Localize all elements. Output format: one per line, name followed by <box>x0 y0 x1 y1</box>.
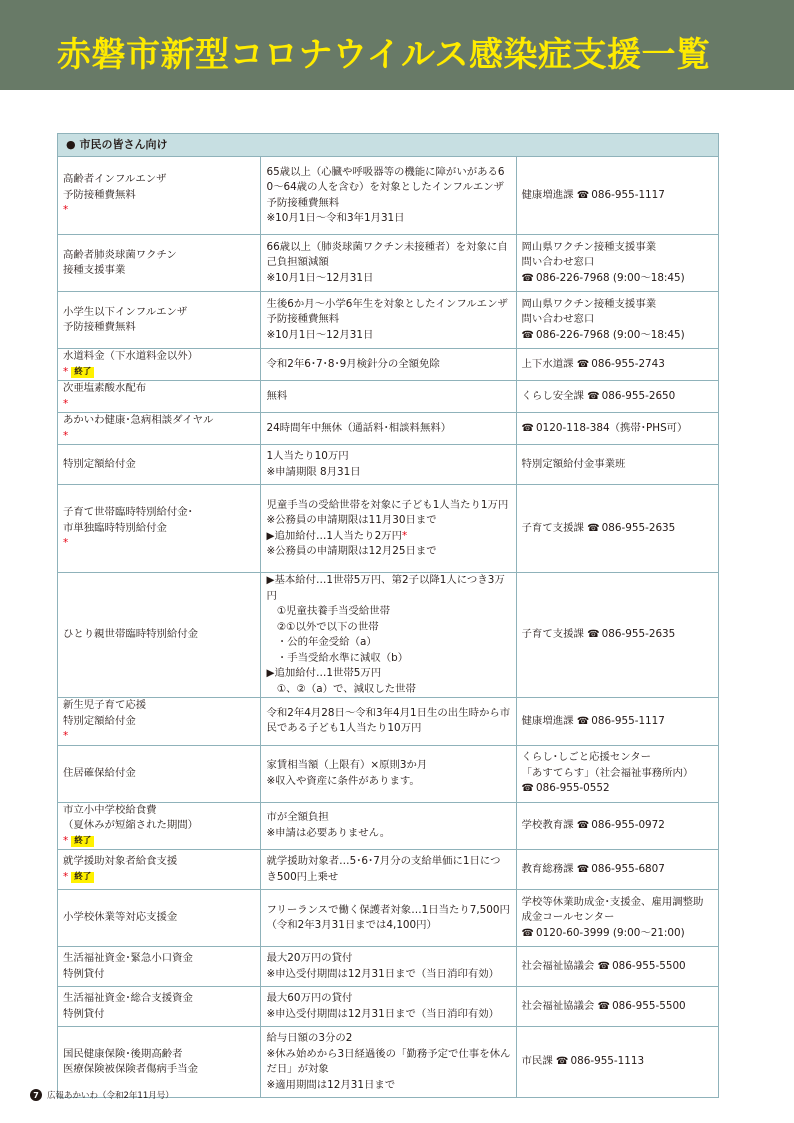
contact-dept: 市民課 <box>521 1055 557 1068</box>
contact-line <box>522 926 713 942</box>
phone-number: 086-955-2635 <box>601 521 676 534</box>
contact-dept: 問い合わせ窓口 <box>521 313 595 326</box>
support-name-line-wrap <box>63 714 255 745</box>
support-detail-line <box>266 544 510 560</box>
support-name-line-wrap <box>63 349 255 380</box>
support-detail-text: 最大20万円の貸付 <box>266 952 353 964</box>
contact-cell <box>516 698 718 746</box>
support-detail-text: 家賃相当額（上限有）×原則3か月 <box>266 759 428 771</box>
phone-icon: ☎ <box>597 960 611 972</box>
support-detail-line <box>266 1047 510 1078</box>
support-detail-text: ※公務員の申請期限は12月25日まで <box>266 545 437 557</box>
support-name-line-wrap <box>63 521 255 552</box>
support-table <box>57 133 719 1098</box>
table-row <box>58 890 719 947</box>
contact-dept: 問い合わせ窓口 <box>521 256 595 269</box>
support-detail-text: 65歳以上（心臓や呼吸器等の機能に障がいがある60〜64歳の人を含む）を対象としたインフルエンザ予防接種費無料 <box>266 165 505 209</box>
table-row <box>58 745 719 802</box>
bullet-icon: ● <box>66 138 76 152</box>
table-row <box>58 850 719 890</box>
contact-cell <box>516 349 718 381</box>
phone-icon: ☎ <box>576 189 590 201</box>
contact-cell <box>516 802 718 850</box>
support-name-line: 生活福祉資金･緊急小口資金 <box>63 952 193 964</box>
contact-dept: 「あすてらす」（社会福祉事務所内） <box>521 766 694 779</box>
ended-badge: 終了 <box>71 872 94 883</box>
contact-line <box>522 959 713 975</box>
support-details-cell <box>261 292 516 349</box>
table-row <box>58 235 719 292</box>
phone-icon: ☎ <box>587 390 600 402</box>
ended-badge: 終了 <box>71 367 94 378</box>
support-detail-line <box>266 389 510 405</box>
support-name-line: 予防接種費無料 <box>63 188 136 201</box>
contact-line <box>522 240 713 256</box>
support-detail-text: 最大60万円の貸付 <box>266 992 353 1004</box>
contact-cell <box>516 987 718 1027</box>
support-detail-text: ※申請は必要ありません。 <box>266 826 391 839</box>
contact-line <box>522 457 713 473</box>
phone-icon: ☎ <box>521 329 535 341</box>
support-details-cell <box>261 573 516 698</box>
support-detail-text: 令和2年4月28日〜令和3年4月1日生の出生時から市民である子ども1人当たり10万円 <box>266 706 511 735</box>
asterisk-mark: * <box>63 429 69 442</box>
contact-dept: くらし･しごと応援センター <box>521 751 652 764</box>
support-name-line: 特別定額給付金 <box>63 714 136 727</box>
support-details-cell <box>261 413 516 445</box>
contact-line <box>522 766 713 782</box>
support-detail-text: ※公務員の申請期限は11月30日まで <box>266 514 437 526</box>
contact-dept: 子育て支援課 <box>521 628 588 641</box>
table-row <box>58 573 719 698</box>
page-number: 7 <box>30 1089 42 1101</box>
support-details-cell <box>261 381 516 413</box>
support-detail-text: ※適用期間は12月31日まで <box>266 1078 396 1091</box>
support-name-cell <box>58 485 261 573</box>
support-detail-text: ※申込受付期間は12月31日まで（当日消印有効） <box>266 1007 500 1020</box>
support-name-line: 特別定額給付金 <box>63 457 136 470</box>
support-details-cell <box>261 745 516 802</box>
support-name-line: 就学援助対象者給食支援 <box>63 855 178 867</box>
support-name-line: 子育て世帯臨時特別給付金･ <box>63 506 193 519</box>
support-detail-line <box>266 991 510 1007</box>
support-detail-line <box>266 498 510 514</box>
phone-icon: ☎ <box>576 715 590 727</box>
phone-number: 086-226-7968 (9:00〜18:45) <box>536 271 685 284</box>
support-detail-text: ・公的年金受給（a） <box>266 636 377 648</box>
table-row <box>58 292 719 349</box>
support-detail-text: ※10月1日〜12月31日 <box>266 328 374 341</box>
support-name-line: 高齢者肺炎球菌ワクチン <box>63 248 177 261</box>
table-row <box>58 381 719 413</box>
support-details-cell <box>261 850 516 890</box>
support-detail-line <box>266 774 510 790</box>
phone-number: 086-955-0552 <box>536 782 610 795</box>
contact-line <box>522 627 713 643</box>
support-detail-line <box>266 449 510 465</box>
support-name-cell <box>58 890 261 947</box>
contact-line <box>522 781 713 797</box>
support-detail-text: ※収入や資産に条件があります。 <box>266 774 420 787</box>
support-detail-text: 令和2年6･7･8･9月検針分の全額免除 <box>266 357 440 370</box>
phone-number: 0120-60-3999 (9:00〜21:00) <box>536 926 685 939</box>
support-detail-line <box>266 465 510 481</box>
support-detail-text: 無料 <box>266 389 288 402</box>
support-name-line: ひとり親世帯臨時特別給付金 <box>63 628 199 641</box>
support-detail-text: ・手当受給水準に減収（b） <box>266 651 409 664</box>
contact-dept: 社会福祉協議会 <box>521 999 598 1012</box>
phone-icon: ☎ <box>521 927 535 939</box>
support-name-line: 医療保険被保険者傷病手当金 <box>63 1063 199 1075</box>
contact-line <box>522 1054 713 1070</box>
phone-icon: ☎ <box>556 1056 569 1068</box>
contact-line <box>522 421 713 437</box>
contact-dept: 上下水道課 <box>521 357 577 370</box>
support-detail-text: 給与日額の3分の2 <box>266 1032 353 1044</box>
contact-line <box>522 521 713 537</box>
support-detail-line <box>266 604 510 620</box>
publication-name: 広報あかいわ（令和2年11月号） <box>47 1091 174 1101</box>
support-detail-line <box>266 1078 510 1094</box>
support-detail-line <box>266 951 510 967</box>
support-name-line: あかいわ健康･急病相談ダイヤル <box>63 414 214 426</box>
support-name-line: 生活福祉資金･総合支援資金 <box>63 992 193 1004</box>
support-detail-line <box>266 211 510 227</box>
contact-line <box>522 389 713 405</box>
support-detail-text: ※10月1日〜12月31日 <box>266 271 374 284</box>
support-details-cell <box>261 1027 516 1098</box>
ended-badge: 終了 <box>71 836 94 847</box>
contact-cell <box>516 947 718 987</box>
support-detail-line <box>266 297 510 328</box>
support-name-line: 特例貸付 <box>63 967 105 980</box>
phone-number: 086-955-2650 <box>601 389 676 402</box>
support-name-line: 接種支援事業 <box>63 264 126 276</box>
table-row <box>58 157 719 235</box>
support-name-cell <box>58 413 261 445</box>
support-detail-line <box>266 854 510 885</box>
support-detail-line <box>266 240 510 271</box>
support-detail-line <box>266 682 510 698</box>
support-detail-text: ▶基本給付…1世帯5万円、第2子以降1人につき3万円 <box>266 574 505 602</box>
support-detail-line <box>266 903 510 934</box>
asterisk-mark: * <box>63 730 69 742</box>
phone-icon: ☎ <box>576 820 590 831</box>
contact-line <box>522 188 713 204</box>
support-detail-text: ①、②（a）で、減収した世帯 <box>266 682 416 695</box>
support-detail-line <box>266 328 510 344</box>
phone-number: 086-955-2743 <box>591 357 665 370</box>
phone-icon: ☎ <box>587 522 600 534</box>
support-detail-text: 児童手当の受給世帯を対象に子ども1人当たり1万円 <box>266 498 509 511</box>
support-detail-text: 24時間年中無休（通話料･相談料無料） <box>266 421 452 434</box>
contact-cell <box>516 850 718 890</box>
table-row <box>58 349 719 381</box>
support-name-cell <box>58 745 261 802</box>
support-detail-line <box>266 810 510 826</box>
asterisk-mark: * <box>63 870 69 883</box>
contact-line <box>522 312 713 328</box>
contact-dept: くらし安全課 <box>521 389 588 402</box>
contact-line <box>522 862 713 878</box>
contact-cell <box>516 381 718 413</box>
support-name-line-wrap <box>63 188 255 219</box>
contact-line <box>522 255 713 271</box>
page-title: 赤磐市新型コロナウイルス感染症支援一覧 <box>57 35 711 75</box>
support-detail-line <box>266 967 510 983</box>
table-row <box>58 802 719 850</box>
contact-cell <box>516 1027 718 1098</box>
phone-number: 086-955-5500 <box>612 959 686 972</box>
contact-line <box>522 818 713 834</box>
header-banner <box>0 0 794 90</box>
support-detail-line <box>266 706 510 737</box>
contact-line <box>522 297 713 313</box>
support-name-line: 高齢者インフルエンザ <box>63 173 167 186</box>
contact-cell <box>516 890 718 947</box>
contact-cell <box>516 157 718 235</box>
phone-number: 086-955-2635 <box>601 628 676 641</box>
support-name-cell <box>58 381 261 413</box>
asterisk-mark: * <box>401 529 408 542</box>
support-detail-text: ※休み始めから3日経過後の「勤務予定で仕事を休んだ日」が対象 <box>266 1047 511 1075</box>
contact-line <box>522 895 713 926</box>
support-name-line: 予防接種費無料 <box>63 321 136 333</box>
support-name-cell <box>58 349 261 381</box>
phone-number: 086-955-1113 <box>570 1055 645 1068</box>
support-detail-text: ▶追加給付…1世帯5万円 <box>266 667 382 679</box>
support-detail-line <box>266 271 510 287</box>
contact-dept: 学校等休業助成金･支援金、雇用調整助成金コールセンター <box>521 895 704 924</box>
phone-icon: ☎ <box>521 422 535 434</box>
asterisk-mark: * <box>63 834 69 847</box>
support-details-cell <box>261 445 516 485</box>
table-row <box>58 698 719 746</box>
asterisk-mark: * <box>63 537 69 550</box>
support-details-cell <box>261 235 516 292</box>
contact-line <box>522 999 713 1015</box>
support-details-cell <box>261 698 516 746</box>
support-detail-line <box>266 357 510 373</box>
support-name-line-wrap <box>63 818 255 849</box>
page-footer <box>30 1089 174 1101</box>
support-name-line-wrap <box>63 854 255 885</box>
support-name-line: 新生児子育て応援 <box>63 699 147 711</box>
support-details-cell <box>261 349 516 381</box>
support-name-line: 国民健康保険･後期高齢者 <box>63 1047 183 1060</box>
support-name-cell <box>58 850 261 890</box>
table-row <box>58 987 719 1027</box>
contact-cell <box>516 745 718 802</box>
support-detail-text: ※申込受付期間は12月31日まで（当日消印有効） <box>266 967 500 980</box>
support-name-line: 小学生以下インフルエンザ <box>63 305 188 318</box>
support-detail-text: ▶追加給付…1人当たり2万円 <box>266 529 402 542</box>
contact-cell <box>516 292 718 349</box>
support-detail-line <box>266 513 510 529</box>
support-detail-text: ※10月1日〜令和3年1月31日 <box>266 212 405 224</box>
contact-dept: 学校教育課 <box>521 819 577 831</box>
contact-dept: 健康増進課 <box>521 714 577 727</box>
support-name-line: 市単独臨時特別給付金 <box>63 521 167 534</box>
support-detail-line <box>266 1031 510 1047</box>
support-name-line: （夏休みが短縮された期間） <box>63 819 199 831</box>
support-detail-line <box>266 421 510 437</box>
support-name-cell <box>58 573 261 698</box>
support-name-line: 住居確保給付金 <box>63 766 136 779</box>
support-name-cell <box>58 698 261 746</box>
support-details-cell <box>261 890 516 947</box>
phone-icon: ☎ <box>597 1000 611 1012</box>
support-name-cell <box>58 947 261 987</box>
table-row <box>58 445 719 485</box>
support-detail-line <box>266 826 510 842</box>
support-detail-line <box>266 573 510 604</box>
support-detail-line <box>266 1007 510 1023</box>
support-detail-line <box>266 529 510 545</box>
support-details-cell <box>261 802 516 850</box>
table-row <box>58 485 719 573</box>
support-name-cell <box>58 802 261 850</box>
support-details-cell <box>261 947 516 987</box>
support-name-line: 市立小中学校給食費 <box>63 803 157 816</box>
support-detail-text: フリーランスで働く保護者対象…1日当たり7,500円（令和2年3月31日までは4,100円） <box>266 903 510 931</box>
support-name-line-wrap <box>63 413 255 444</box>
support-detail-text: 66歳以上（肺炎球菌ワクチン未接種者）を対象に自己負担額減額 <box>266 240 508 269</box>
contact-dept: 岡山県ワクチン接種支援事業 <box>521 297 657 310</box>
contact-cell <box>516 485 718 573</box>
phone-icon: ☎ <box>587 629 600 641</box>
contact-dept: 社会福祉協議会 <box>521 959 598 972</box>
support-name-line: 次亜塩素酸水配布 <box>63 382 147 394</box>
support-details-cell <box>261 157 516 235</box>
phone-icon: ☎ <box>521 272 535 284</box>
phone-number: 086-955-1117 <box>591 188 665 201</box>
support-detail-line <box>266 635 510 651</box>
contact-line <box>522 750 713 766</box>
contact-dept: 子育て支援課 <box>521 521 588 534</box>
support-detail-line <box>266 666 510 682</box>
support-name-cell <box>58 987 261 1027</box>
contact-dept: 教育総務課 <box>521 862 577 875</box>
phone-icon: ☎ <box>576 358 590 370</box>
phone-number: 086-955-1117 <box>591 714 665 727</box>
phone-number: 086-955-6807 <box>591 862 665 875</box>
support-detail-text: 1人当たり10万円 <box>266 450 349 462</box>
table-row <box>58 413 719 445</box>
support-name-line: 水道料金（下水道料金以外） <box>63 350 199 362</box>
contact-cell <box>516 413 718 445</box>
table-row <box>58 1027 719 1098</box>
support-name-cell <box>58 445 261 485</box>
contact-dept: 岡山県ワクチン接種支援事業 <box>521 240 657 253</box>
asterisk-mark: * <box>63 365 69 378</box>
contact-line <box>522 271 713 287</box>
table-row <box>58 947 719 987</box>
contact-dept: 健康増進課 <box>521 188 577 201</box>
support-detail-text: 生後6か月〜小学6年生を対象としたインフルエンザ予防接種費無料 <box>266 297 508 326</box>
support-detail-text: 市が全額負担 <box>266 811 329 824</box>
support-details-cell <box>261 485 516 573</box>
contact-dept: 特別定額給付金事業班 <box>521 457 626 470</box>
asterisk-mark: * <box>63 397 69 410</box>
phone-number: 086-955-0972 <box>591 819 665 831</box>
asterisk-mark: * <box>63 204 69 217</box>
support-detail-line <box>266 651 510 667</box>
support-name-line-wrap <box>63 381 255 412</box>
support-detail-text: ①児童扶養手当受給世帯 <box>266 605 391 617</box>
support-detail-line <box>266 758 510 774</box>
contact-cell <box>516 445 718 485</box>
section-title: 市民の皆さん向け <box>79 138 168 152</box>
support-detail-text: 就学援助対象者…5･6･7月分の支給単価に1日につき500円上乗せ <box>266 855 501 883</box>
support-name-line: 小学校休業等対応支援金 <box>63 911 178 924</box>
support-name-cell <box>58 235 261 292</box>
contact-line <box>522 714 713 730</box>
support-detail-text: ②①以外で以下の世帯 <box>266 620 379 633</box>
support-name-line: 特例貸付 <box>63 1007 105 1020</box>
support-detail-line <box>266 620 510 636</box>
phone-number: 086-226-7968 (9:00〜18:45) <box>536 328 685 341</box>
support-details-cell <box>261 987 516 1027</box>
phone-icon: ☎ <box>521 783 535 795</box>
phone-number: 0120-118-384（携帯･PHS可） <box>536 421 688 434</box>
support-name-cell <box>58 157 261 235</box>
contact-line <box>522 357 713 373</box>
contact-cell <box>516 573 718 698</box>
support-detail-line <box>266 165 510 212</box>
support-name-cell <box>58 1027 261 1098</box>
section-header <box>58 134 719 157</box>
phone-icon: ☎ <box>576 863 590 875</box>
phone-number: 086-955-5500 <box>612 999 686 1012</box>
support-name-cell <box>58 292 261 349</box>
contact-cell <box>516 235 718 292</box>
contact-line <box>522 328 713 344</box>
support-detail-text: ※申請期限 8月31日 <box>266 465 361 478</box>
